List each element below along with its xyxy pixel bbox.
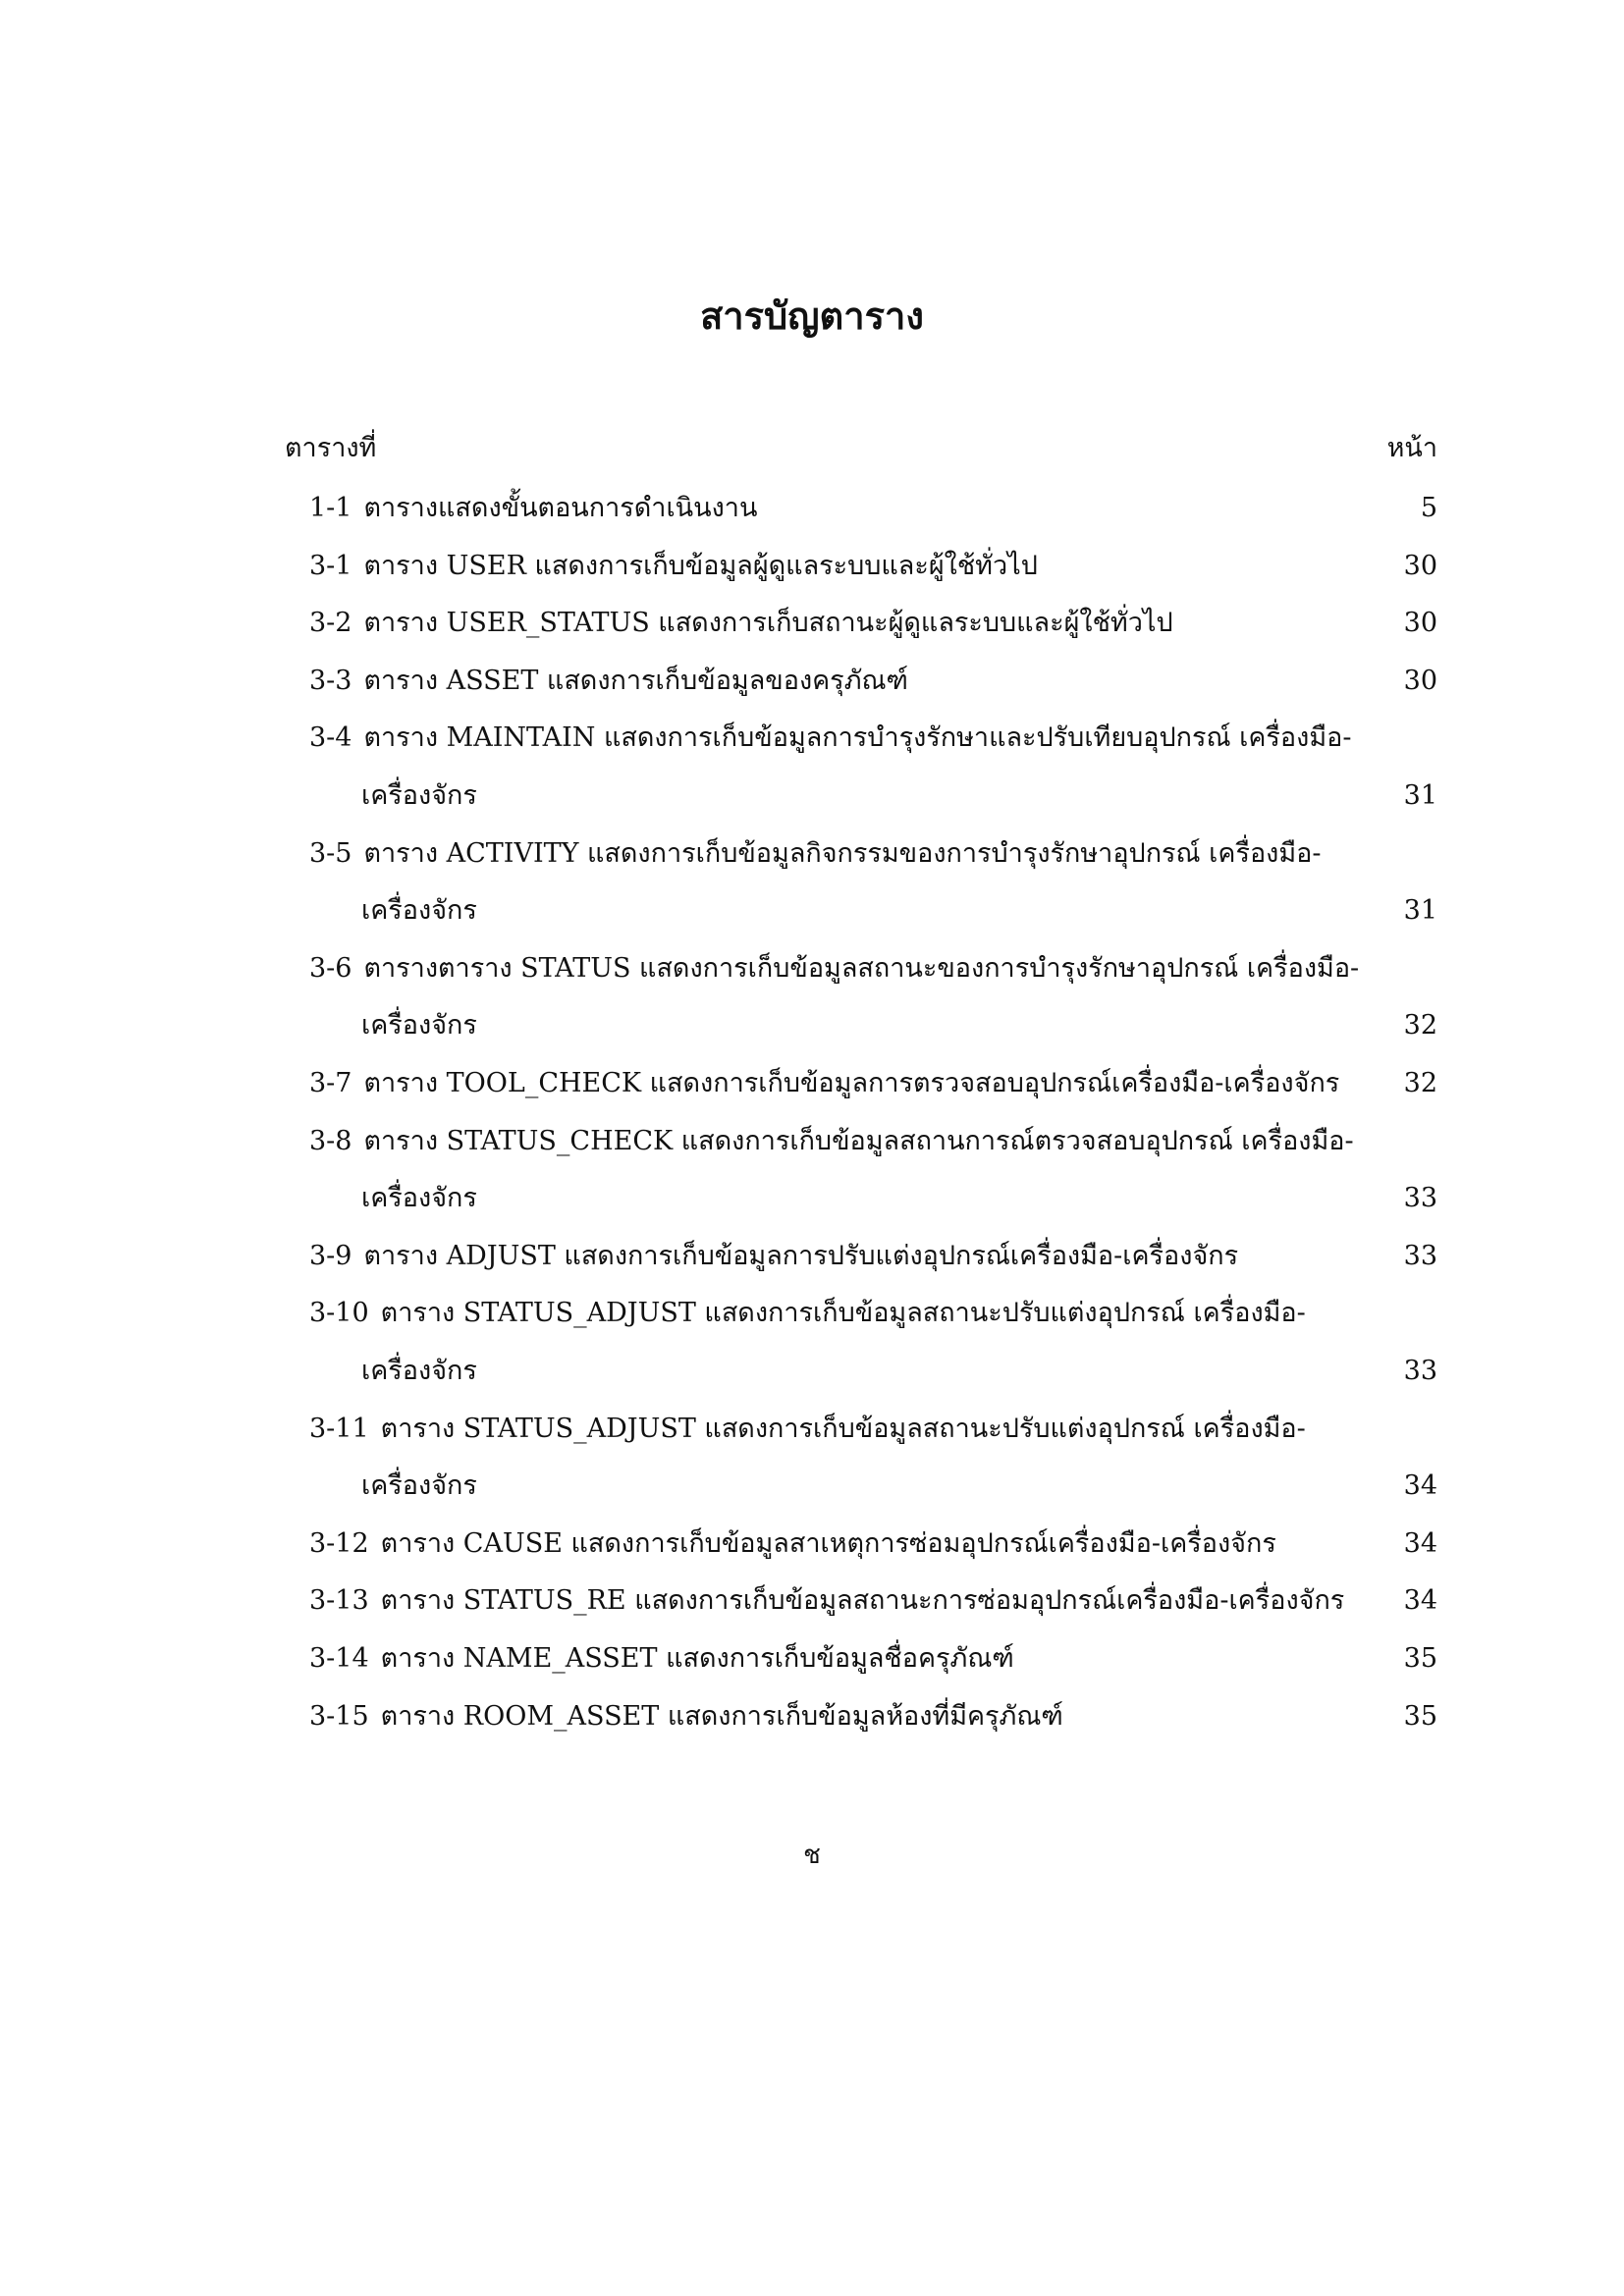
toc-entry-number: 3-9 bbox=[309, 1241, 352, 1271]
toc-entry bbox=[309, 545, 1437, 588]
toc-entry-page-number: 32 bbox=[1403, 1068, 1437, 1098]
column-header-page: หน้า bbox=[1386, 433, 1437, 463]
toc-entry-number: 3-8 bbox=[309, 1126, 352, 1156]
toc-entry-title: ตาราง USER แสดงการเก็บข้อมูลผู้ดูแลระบบและผู้ใช้ทั่วไป bbox=[363, 551, 1038, 581]
toc-entry-title: ตาราง ACTIVITY แสดงการเก็บข้อมูลกิจกรรมของการบำรุงรักษาอุปกรณ์ เครื่องมือ- bbox=[363, 838, 1322, 869]
toc-entry-page-number: 35 bbox=[1403, 1643, 1437, 1674]
toc-entry bbox=[309, 1637, 1437, 1681]
toc-entry-page-number: 33 bbox=[1403, 1241, 1437, 1271]
toc-entry-title: ตารางตาราง STATUS แสดงการเก็บข้อมูลสถานะของการบำรุงรักษาอุปกรณ์ เครื่องมือ- bbox=[363, 953, 1360, 984]
toc-entry-title: ตาราง MAINTAIN แสดงการเก็บข้อมูลการบำรุงรักษาและปรับเทียบอุปกรณ์ เครื่องมือ- bbox=[363, 722, 1352, 753]
toc-entry bbox=[309, 1120, 1437, 1163]
toc-entry-number: 3-2 bbox=[309, 608, 352, 638]
toc-entry-title: ตาราง NAME_ASSET แสดงการเก็บข้อมูลชื่อครุภัณฑ์ bbox=[380, 1643, 1014, 1674]
toc-entry-title: ตาราง STATUS_ADJUST แสดงการเก็บข้อมูลสถานะปรับแต่งอุปกรณ์ เครื่องมือ- bbox=[380, 1298, 1306, 1328]
toc-entry bbox=[309, 487, 1437, 530]
toc-entry-page-number: 33 bbox=[1403, 1356, 1437, 1386]
toc-entry-title: ตาราง STATUS_RE แสดงการเก็บข้อมูลสถานะการซ่อมอุปกรณ์เครื่องมือ-เครื่องจักร bbox=[380, 1585, 1345, 1616]
toc-entry-continuation bbox=[361, 774, 1437, 818]
toc-entry-page-number: 34 bbox=[1403, 1528, 1437, 1559]
page-title: สารบัญตาราง bbox=[700, 294, 924, 338]
toc-entry-number: 3-15 bbox=[309, 1701, 369, 1732]
toc-entry-page-number: 30 bbox=[1403, 666, 1437, 696]
toc-entry-number: 3-5 bbox=[309, 838, 352, 869]
toc-entry-title-continued: เครื่องจักร bbox=[361, 1183, 477, 1213]
toc-entry bbox=[309, 1235, 1437, 1278]
toc-entry-title-continued: เครื่องจักร bbox=[361, 895, 477, 926]
toc-entry-number: 3-7 bbox=[309, 1068, 352, 1098]
toc-entry bbox=[309, 832, 1437, 876]
toc-entry-page-number: 5 bbox=[1420, 493, 1437, 523]
toc-entry bbox=[309, 660, 1437, 703]
toc-entry-title: ตาราง CAUSE แสดงการเก็บข้อมูลสาเหตุการซ่อมอุปกรณ์เครื่องมือ-เครื่องจักร bbox=[380, 1528, 1276, 1559]
toc-entry-page-number: 30 bbox=[1403, 608, 1437, 638]
toc-entry-continuation bbox=[361, 1465, 1437, 1508]
toc-entry-continuation bbox=[361, 1004, 1437, 1047]
toc-entry-page-number: 35 bbox=[1403, 1701, 1437, 1732]
toc-entry-title-continued: เครื่องจักร bbox=[361, 1356, 477, 1386]
toc-entry-page-number: 34 bbox=[1403, 1585, 1437, 1616]
toc-entry-title-continued: เครื่องจักร bbox=[361, 1010, 477, 1041]
toc-entry-title: ตาราง STATUS_CHECK แสดงการเก็บข้อมูลสถานการณ์ตรวจสอบอุปกรณ์ เครื่องมือ- bbox=[363, 1126, 1354, 1156]
toc-entry bbox=[309, 947, 1437, 990]
toc-entry-number: 3-3 bbox=[309, 666, 352, 696]
toc-entry-continuation bbox=[361, 889, 1437, 933]
column-header-table-number: ตารางที่ bbox=[285, 433, 377, 463]
toc-entry-page-number: 31 bbox=[1403, 895, 1437, 926]
toc-entry-title-continued: เครื่องจักร bbox=[361, 780, 477, 811]
toc-entry bbox=[309, 1579, 1437, 1623]
toc-entry-number: 3-10 bbox=[309, 1298, 369, 1328]
page-number-footer: ช bbox=[803, 1841, 821, 1870]
toc-entry-page-number: 30 bbox=[1403, 551, 1437, 581]
toc-entry-continuation bbox=[361, 1350, 1437, 1393]
toc-entry-number: 3-11 bbox=[309, 1414, 369, 1444]
toc-entry-number: 1-1 bbox=[309, 493, 352, 523]
toc-entry bbox=[309, 1408, 1437, 1451]
toc-entry-title: ตาราง USER_STATUS แสดงการเก็บสถานะผู้ดูแลระบบและผู้ใช้ทั่วไป bbox=[363, 608, 1173, 638]
toc-entry-title: ตาราง ADJUST แสดงการเก็บข้อมูลการปรับแต่งอุปกรณ์เครื่องมือ-เครื่องจักร bbox=[363, 1241, 1239, 1271]
toc-entry bbox=[309, 1062, 1437, 1105]
toc-entry-number: 3-12 bbox=[309, 1528, 369, 1559]
toc-entry-page-number: 33 bbox=[1403, 1183, 1437, 1213]
toc-entry-page-number: 32 bbox=[1403, 1010, 1437, 1041]
toc-entry-number: 3-1 bbox=[309, 551, 352, 581]
toc-entry-number: 3-4 bbox=[309, 722, 352, 753]
toc-entry bbox=[309, 1292, 1437, 1335]
toc-entry-number: 3-6 bbox=[309, 953, 352, 984]
toc-entry-continuation bbox=[361, 1177, 1437, 1220]
toc-entry-page-number: 31 bbox=[1403, 780, 1437, 811]
toc-entry bbox=[309, 602, 1437, 645]
toc-entry bbox=[309, 1522, 1437, 1566]
toc-entry-title-continued: เครื่องจักร bbox=[361, 1470, 477, 1501]
toc-entry bbox=[309, 1695, 1437, 1738]
toc-entry-number: 3-14 bbox=[309, 1643, 369, 1674]
toc-entry-title: ตาราง TOOL_CHECK แสดงการเก็บข้อมูลการตรวจสอบอุปกรณ์เครื่องมือ-เครื่องจักร bbox=[363, 1068, 1340, 1098]
toc-entry-number: 3-13 bbox=[309, 1585, 369, 1616]
toc-entry-title: ตารางแสดงขั้นตอนการดำเนินงาน bbox=[363, 493, 758, 523]
toc-entry-title: ตาราง ROOM_ASSET แสดงการเก็บข้อมูลห้องที่มีครุภัณฑ์ bbox=[380, 1701, 1063, 1732]
toc-entry-page-number: 34 bbox=[1403, 1470, 1437, 1501]
toc-entry-title: ตาราง STATUS_ADJUST แสดงการเก็บข้อมูลสถานะปรับแต่งอุปกรณ์ เครื่องมือ- bbox=[380, 1414, 1306, 1444]
toc-entry bbox=[309, 717, 1437, 760]
toc-entry-title: ตาราง ASSET แสดงการเก็บข้อมูลของครุภัณฑ์ bbox=[363, 666, 908, 696]
